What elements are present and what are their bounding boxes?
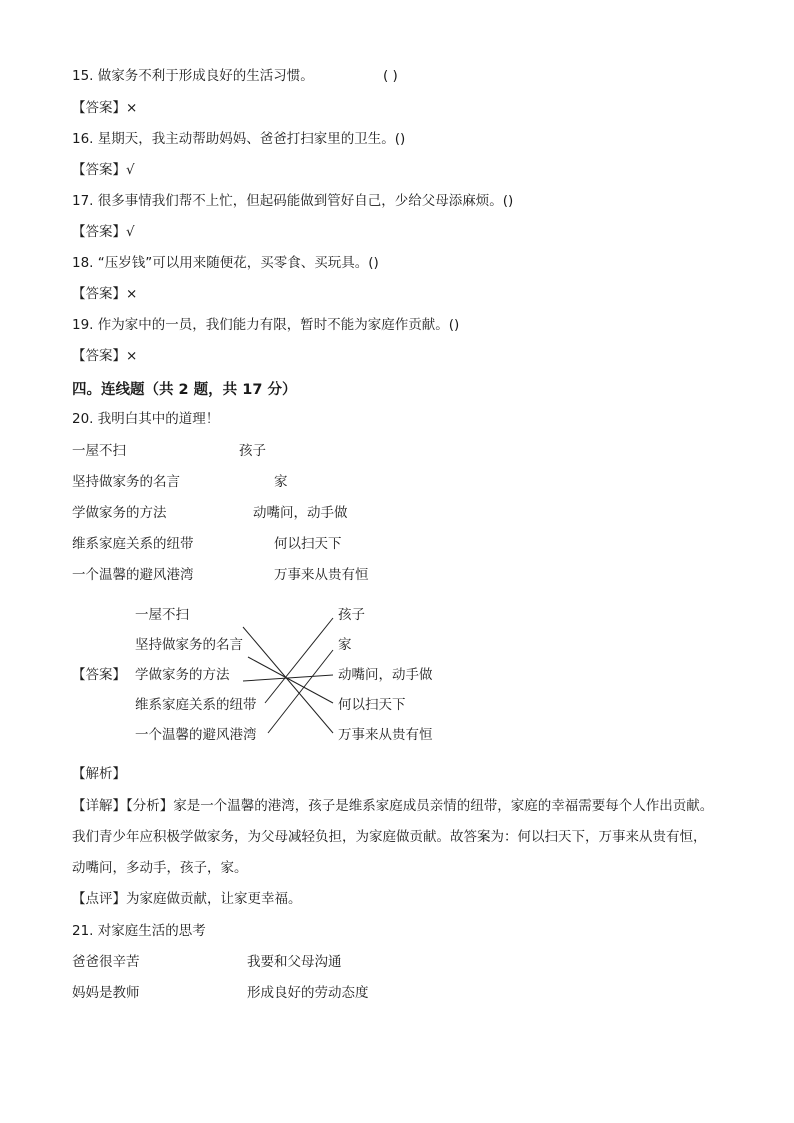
q20-right-item: 万事来从贵有恒 — [274, 567, 369, 583]
analysis-detail: 【详解】【分析】家是一个温馨的港湾，孩子是维系家庭成员亲情的纽带，家庭的幸福需要每个人作出贡献。 — [72, 798, 714, 814]
q21-left-item: 爸爸很辛苦 — [72, 954, 140, 970]
answer-value: × — [126, 348, 138, 364]
answer-left-item: 坚持做家务的名言 — [135, 637, 243, 653]
answer-right-item: 动嘴问，动手做 — [338, 667, 433, 683]
question-21-title: 21. 对家庭生活的思考 — [72, 923, 206, 939]
q20-left-item: 一个温馨的避风港湾 — [72, 567, 194, 583]
answer-tag: 【答案】 — [72, 162, 126, 178]
answer-value: √ — [126, 224, 135, 240]
answer-value: × — [126, 100, 138, 116]
analysis-comment: 【点评】为家庭做贡献，让家更幸福。 — [72, 891, 302, 907]
answer-paren: ) — [454, 317, 460, 333]
answer-tag: 【答案】 — [72, 100, 126, 116]
q21-right-item: 形成良好的劳动态度 — [247, 985, 369, 1001]
answer-left-item: 一屋不扫 — [135, 607, 189, 623]
answer-tag: 【答案】 — [72, 224, 126, 240]
match-line — [265, 618, 333, 703]
section-title: 四。连线题（共 2 题，共 17 分） — [72, 382, 297, 398]
q20-left-item: 坚持做家务的名言 — [72, 474, 180, 490]
answer-right-item: 家 — [338, 637, 352, 653]
answer-value: √ — [126, 162, 135, 178]
answer-left-item: 学做家务的方法 — [135, 667, 230, 683]
analysis-detail: 我们青少年应积极学做家务，为父母减轻负担，为家庭做贡献。故答案为：何以扫天下，万事来从贵有恒， — [72, 829, 707, 845]
question-text: 19. 作为家中的一员，我们能力有限，暂时不能为家庭作贡献。( — [72, 317, 455, 333]
answer-paren: ( ) — [383, 68, 398, 84]
q20-right-item: 何以扫天下 — [274, 536, 342, 552]
q20-right-item: 孩子 — [239, 443, 266, 459]
question-20-title: 20. 我明白其中的道理！ — [72, 411, 220, 427]
q20-left-item: 一屋不扫 — [72, 443, 126, 459]
answer-paren: ) — [400, 131, 406, 147]
answer-right-item: 孩子 — [338, 607, 365, 623]
match-line — [268, 650, 333, 733]
answer-tag: 【答案】 — [72, 348, 126, 364]
q21-left-item: 妈妈是教师 — [72, 985, 140, 1001]
answer-paren: ) — [508, 193, 514, 209]
answer-right-item: 何以扫天下 — [338, 697, 406, 713]
question-text: 17. 很多事情我们帮不上忙，但起码能做到管好自己，少给父母添麻烦。( — [72, 193, 509, 209]
q20-left-item: 维系家庭关系的纽带 — [72, 536, 194, 552]
q20-right-item: 动嘴问，动手做 — [253, 505, 348, 521]
q20-left-item: 学做家务的方法 — [72, 505, 167, 521]
question-text: 18. “压岁钱”可以用来随便花，买零食、买玩具。( — [72, 255, 374, 271]
answer-tag: 【答案】 — [72, 286, 126, 302]
analysis-detail: 动嘴问，多动手，孩子，家。 — [72, 860, 248, 876]
answer-tag: 【答案】 — [72, 667, 126, 683]
q21-right-item: 我要和父母沟通 — [247, 954, 342, 970]
answer-left-item: 一个温馨的避风港湾 — [135, 727, 257, 743]
question-text: 16. 星期天，我主动帮助妈妈、爸爸打扫家里的卫生。( — [72, 131, 401, 147]
q20-right-item: 家 — [274, 474, 288, 490]
answer-right-item: 万事来从贵有恒 — [338, 727, 433, 743]
answer-value: × — [126, 286, 138, 302]
analysis-tag: 【解析】 — [72, 766, 126, 782]
answer-left-item: 维系家庭关系的纽带 — [135, 697, 257, 713]
question-text: 15. 做家务不利于形成良好的生活习惯。 — [72, 68, 314, 84]
answer-paren: ) — [373, 255, 379, 271]
